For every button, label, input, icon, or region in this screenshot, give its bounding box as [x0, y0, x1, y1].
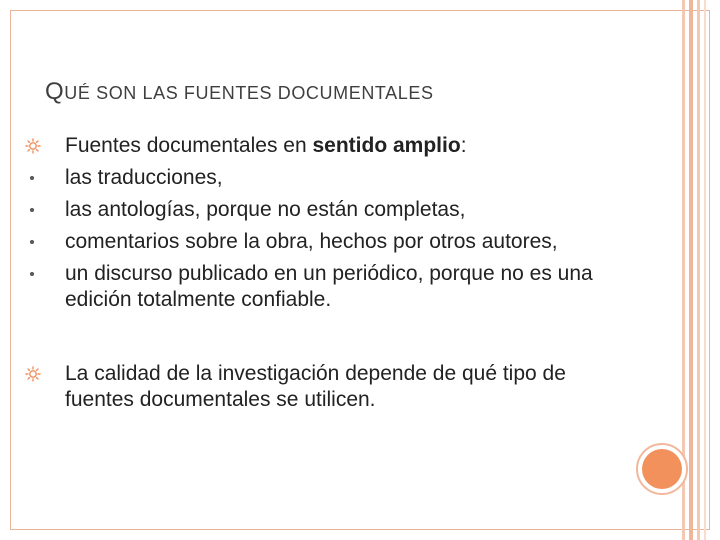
list-item — [25, 197, 615, 223]
sun-bullet-icon — [25, 133, 65, 159]
item-text: un discurso publicado en un periódico, porque no es una edición totalmente confiable. — [65, 262, 593, 311]
bullet-list — [25, 133, 615, 413]
item-text: las antologías, porque no están completas, — [65, 198, 466, 221]
list-item-conclusion — [25, 361, 615, 413]
list-item — [25, 229, 615, 255]
title-initial: Q — [45, 78, 65, 105]
stripe — [697, 0, 700, 540]
decorative-circle-fill — [642, 449, 682, 489]
dot-bullet-icon — [25, 197, 65, 223]
item-text: comentarios sobre la obra, hechos por otros autores, — [65, 230, 558, 253]
dot-bullet-icon — [25, 261, 65, 287]
stripe — [704, 0, 706, 540]
stripe — [689, 0, 693, 540]
list-item — [25, 261, 615, 313]
slide-title — [45, 78, 434, 106]
dot-bullet-icon — [25, 165, 65, 191]
intro-after: : — [460, 134, 467, 157]
sun-bullet-icon — [25, 361, 65, 387]
intro-bold: sentido amplio — [312, 134, 461, 157]
list-item — [25, 165, 615, 191]
list-item-intro — [25, 133, 615, 159]
conclusion-text: La calidad de la investigación depende de qué tipo de fuentes documentales se utilicen. — [65, 362, 566, 411]
dot-bullet-icon — [25, 229, 65, 255]
intro-text: Fuentes documentales en — [65, 134, 313, 157]
item-text: las traducciones, — [65, 166, 223, 189]
title-rest: UÉ SON LAS FUENTES DOCUMENTALES — [64, 83, 434, 103]
